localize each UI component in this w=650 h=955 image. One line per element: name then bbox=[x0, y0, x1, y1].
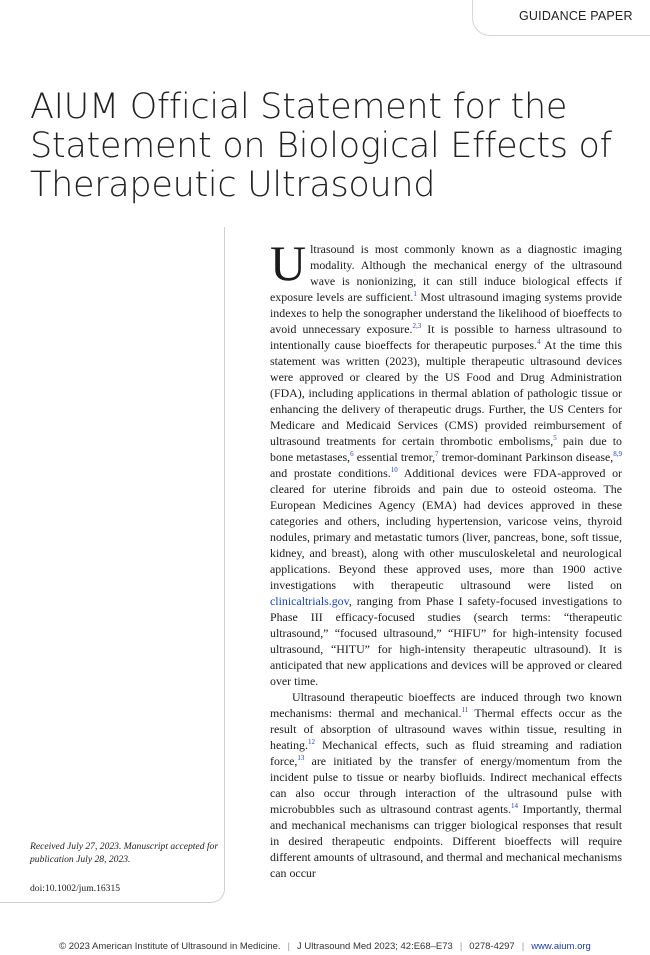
footer-separator: | bbox=[521, 941, 525, 952]
sidebar-frame bbox=[0, 227, 225, 903]
citation[interactable]: 10 bbox=[390, 466, 398, 474]
citation[interactable]: 14 bbox=[510, 802, 518, 810]
paragraph-1: Ultrasound is most commonly known as a diagnostic imaging modality. Although the mechanical energy of the ultrasound wave is nonionizing, it can still induce biological effects if exposure levels are sufficient.$^1$ Most ultrasound imaging systems provide indexes to help the sonographer understand the likelihood of bioeffects to avoid unnecessary exposure.$^{2,3}$ It is possible to harness ultrasound to intentionally cause bioeffects for therapeutic purposes.$^4$ At the time this statement was written (2023), multiple therapeutic ultrasound devices were approved or cleared by the US Food and Drug Administration (FDA), including applications in thermal ablation of pathologic tissue or enhancing the delivery of therapeutic drugs. Further, the US Centers for Medicare and Medicaid Services (CMS) provided reimbursement of ultrasound treatments for certain thrombotic embolisms,$^5$ pain due to bone metastases,$^6$ essential tremor,$^7$ tremor-dominant Parkinson disease,$^{8,9}$ and prostate conditions.$^{10}$ Additional devices were FDA-approved or cleared for uterine fibroids and pain due to osteoid osteoma. The European Medicines Agency (EMA) had devices approved in these categories and others, including hypertension, varicose veins, thyroid nodules, primary and metastatic tumors (liver, pancreas, bone, soft tissue, kidney, and breast), along with other musculoskeletal and neurological applications. Beyond these approved uses, more than 1900 active investigations with therapeutic ultrasound were listed on clinicaltrials.gov, ranging from Phase I safety-focused investigations to Phase III efficacy-focused studies (search terms: “therapeutic ultrasound,” “focused ultrasound,” “HIFU” for high-intensity focused ultrasound, “HITU” for high-intensity therapeutic ultrasound). It is anticipated that new applications and devices will be approved or cleared over time. bbox=[270, 235, 623, 688]
section-label: GUIDANCE PAPER bbox=[519, 9, 633, 23]
article-body bbox=[270, 235, 623, 881]
citation[interactable]: 2,3 bbox=[412, 322, 422, 330]
citation[interactable]: 4 bbox=[536, 338, 541, 346]
doi: doi:10.1002/jum.16315 bbox=[30, 883, 121, 894]
article-title: AIUM Official Statement for the Statement on Biological Effects of Therapeutic Ultrasound bbox=[30, 87, 612, 205]
footer-separator: | bbox=[459, 941, 463, 952]
citation[interactable]: 8,9 bbox=[613, 450, 622, 458]
clinicaltrials-link[interactable]: clinicaltrials.gov bbox=[270, 594, 349, 608]
citation[interactable]: 5 bbox=[553, 434, 557, 442]
page-footer bbox=[0, 941, 650, 952]
copyright: © 2023 American Institute of Ultrasound in Medicine. bbox=[59, 941, 281, 952]
citation[interactable]: 12 bbox=[307, 738, 315, 746]
journal-citation: J Ultrasound Med 2023; 42:E68–E73 bbox=[297, 941, 453, 952]
issn: 0278-4297 bbox=[469, 941, 515, 952]
citation[interactable]: 11 bbox=[461, 706, 469, 714]
website-link[interactable]: www.aium.org bbox=[531, 941, 591, 952]
received-note: Received July 27, 2023. Manuscript accepted for publication July 28, 2023. bbox=[30, 841, 219, 865]
footer-separator: | bbox=[287, 941, 290, 952]
citation[interactable]: 6 bbox=[350, 450, 354, 458]
paragraph-2: Ultrasound therapeutic bioeffects are induced through two known mechanisms: thermal and mechanical.$^{11}$ Thermal effects occur as the result of absorption of ultrasound waves within tissue, resulting in heating.$^{12}$ Mechanical effects, such as fluid streaming and radiation force,$^{13}$ are initiated by the transfer of energy/momentum from the incident pulse to tissue or nearby biofluids. Indirect mechanical effects can also occur through interaction of the ultrasound pulse with microbubbles such as ultrasound contrast agents.$^{14}$ Importantly, thermal and mechanical mechanisms can trigger biological responses that result in desired therapeutic endpoints. Different bioeffects will require different amounts of ultrasound, and thermal and mechanical mechanisms can occur bbox=[270, 690, 623, 880]
drop-cap: U bbox=[270, 235, 307, 291]
citation[interactable]: 1 bbox=[413, 290, 417, 298]
citation[interactable]: 7 bbox=[435, 450, 439, 458]
citation[interactable]: 13 bbox=[297, 754, 305, 762]
